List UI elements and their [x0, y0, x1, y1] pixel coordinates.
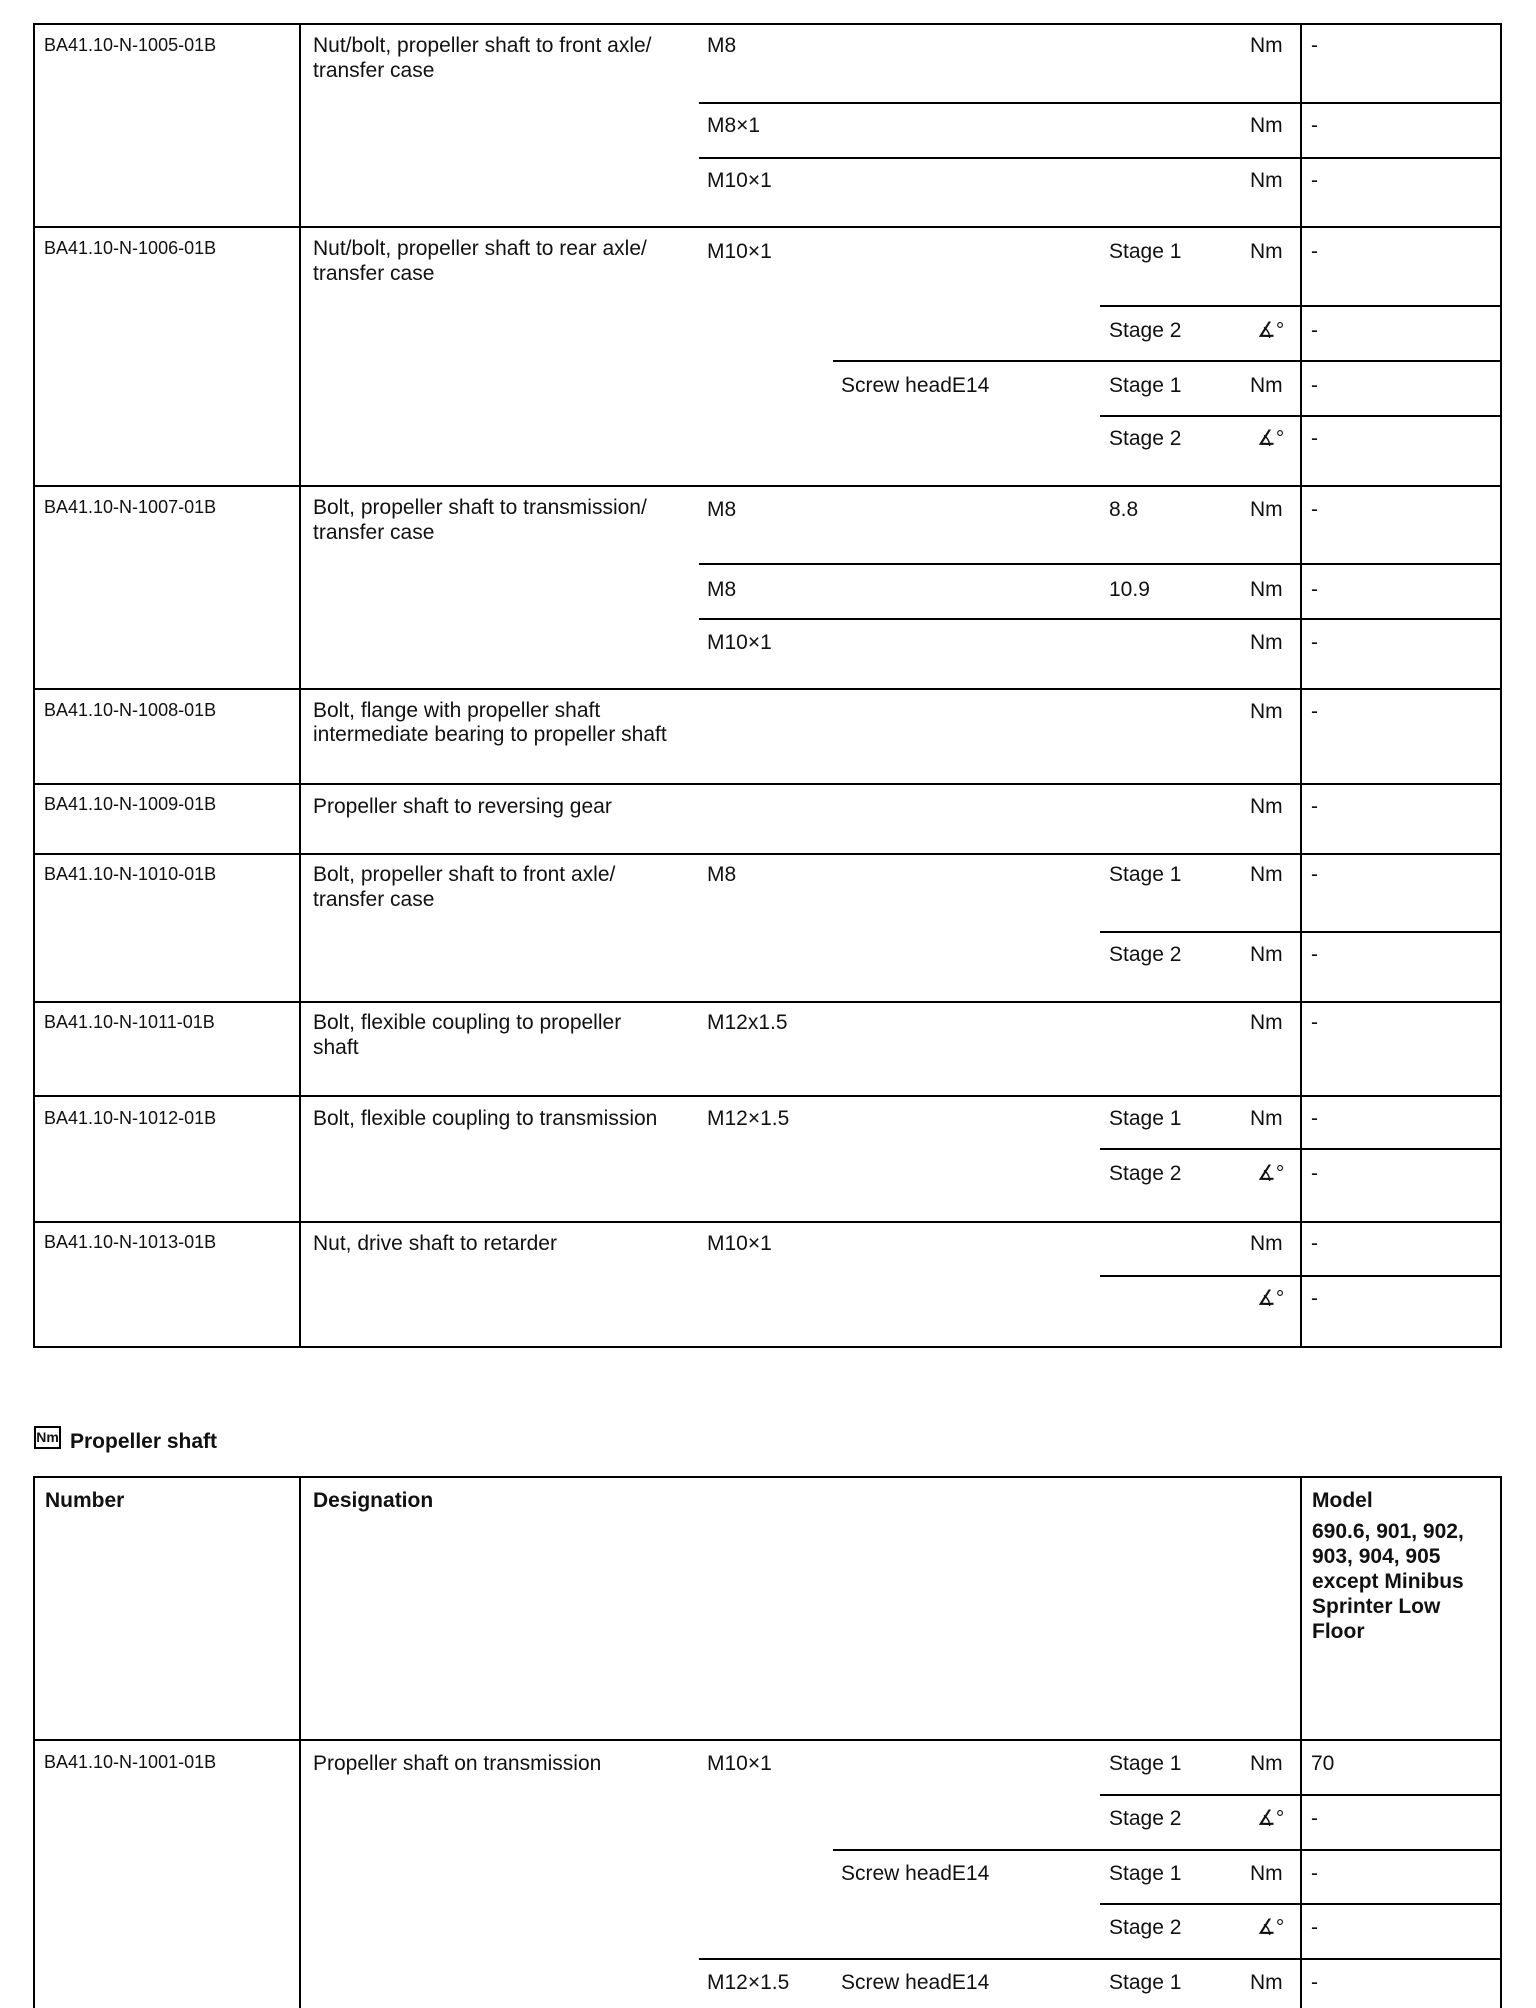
designation: Nut/bolt, propeller shaft to rear axle/ transfer case: [313, 237, 647, 285]
stage-label: Stage 1: [1109, 1971, 1182, 1994]
unit-label: Nm: [1250, 114, 1283, 137]
stage-label: Stage 1: [1109, 374, 1182, 397]
thread-size: M10×1: [707, 1752, 772, 1775]
thread-size: M8: [707, 863, 737, 886]
strength-class: 10.9: [1109, 578, 1150, 601]
designation: Bolt, propeller shaft to transmission/ transfer case: [313, 496, 647, 544]
thread-size: M8: [707, 498, 737, 521]
torque-value: -: [1311, 1971, 1318, 1994]
torque-value: -: [1311, 795, 1318, 818]
part-number: BA41.10-N-1007-01B: [44, 497, 217, 517]
rule: [699, 1958, 1502, 1960]
rule: [33, 485, 1502, 487]
column-header-number: Number: [45, 1489, 125, 1512]
torque-value: -: [1311, 114, 1318, 137]
rule: [699, 563, 1502, 565]
torque-value: -: [1311, 700, 1318, 723]
torque-value: -: [1311, 1287, 1318, 1310]
angle-icon: ∡°: [1257, 427, 1285, 450]
thread-size: M12×1.5: [707, 1107, 790, 1130]
rule: [1300, 1476, 1302, 2008]
thread-size: M12x1.5: [707, 1011, 788, 1034]
rule: [33, 226, 1502, 228]
unit-label: Nm: [1250, 1232, 1283, 1255]
torque-value: -: [1311, 374, 1318, 397]
stage-label: Stage 2: [1109, 319, 1182, 342]
thread-size: M10×1: [707, 631, 772, 654]
unit-label: Nm: [1250, 578, 1283, 601]
designation: Propeller shaft to reversing gear: [313, 795, 612, 818]
unit-label: Nm: [1250, 863, 1283, 886]
screw-head-note: Screw headE14: [841, 1862, 990, 1885]
rule: [1300, 23, 1302, 1348]
unit-label: Nm: [1250, 34, 1283, 57]
torque-value: -: [1311, 427, 1318, 450]
rule: [699, 102, 1502, 104]
screw-head-note: Screw headE14: [841, 1971, 990, 1994]
torque-value: -: [1311, 578, 1318, 601]
torque-value: -: [1311, 1107, 1318, 1130]
stage-label: Stage 1: [1109, 863, 1182, 886]
angle-icon: ∡°: [1257, 1916, 1285, 1939]
torque-value: -: [1311, 498, 1318, 521]
torque-value: -: [1311, 1232, 1318, 1255]
stage-label: Stage 2: [1109, 943, 1182, 966]
designation: Nut/bolt, propeller shaft to front axle/ transfer case: [313, 34, 652, 82]
unit-label: Nm: [1250, 1107, 1283, 1130]
part-number: BA41.10-N-1011-01B: [44, 1012, 215, 1032]
torque-value: -: [1311, 34, 1318, 57]
part-number: BA41.10-N-1013-01B: [44, 1232, 217, 1252]
rule: [699, 618, 1502, 620]
rule: [33, 853, 1502, 855]
torque-value: -: [1311, 631, 1318, 654]
unit-label: Nm: [1250, 1971, 1283, 1994]
rule: [33, 1476, 35, 2008]
torque-value: -: [1311, 319, 1318, 342]
thread-size: M10×1: [707, 169, 772, 192]
rule: [299, 1476, 301, 2008]
torque-value: 70: [1311, 1752, 1335, 1775]
designation: Bolt, propeller shaft to front axle/ transfer case: [313, 863, 616, 911]
rule: [33, 1095, 1502, 1097]
rule: [833, 360, 1502, 362]
thread-size: M8×1: [707, 114, 761, 137]
rule: [33, 783, 1502, 785]
designation: Bolt, flexible coupling to propeller shaft: [313, 1011, 622, 1059]
part-number: BA41.10-N-1006-01B: [44, 238, 217, 258]
thread-size: M12×1.5: [707, 1971, 790, 1994]
part-number: BA41.10-N-1005-01B: [44, 35, 217, 55]
unit-label: Nm: [1250, 700, 1283, 723]
torque-value: -: [1311, 240, 1318, 263]
part-number: BA41.10-N-1012-01B: [44, 1108, 217, 1128]
part-number: BA41.10-N-1010-01B: [44, 864, 217, 884]
unit-label: Nm: [1250, 374, 1283, 397]
rule: [33, 1476, 1502, 1478]
stage-label: Stage 1: [1109, 1752, 1182, 1775]
rule: [33, 23, 1502, 25]
unit-label: Nm: [1250, 631, 1283, 654]
thread-size: M10×1: [707, 240, 772, 263]
model-value: 690.6, 901, 902, 903, 904, 905 except Minibus Sprinter Low Floor: [1312, 1520, 1464, 1643]
stage-label: Stage 2: [1109, 1807, 1182, 1830]
rule: [33, 23, 35, 1348]
unit-label: Nm: [1250, 1011, 1283, 1034]
column-header-model: Model: [1312, 1489, 1373, 1512]
thread-size: M8: [707, 578, 737, 601]
column-header-designation: Designation: [313, 1489, 434, 1512]
designation: Nut, drive shaft to retarder: [313, 1232, 557, 1255]
torque-value: -: [1311, 1807, 1318, 1830]
rule: [699, 157, 1502, 159]
designation: Propeller shaft on transmission: [313, 1752, 602, 1775]
angle-icon: ∡°: [1257, 1162, 1285, 1185]
rule: [1500, 1476, 1502, 2008]
designation: Bolt, flexible coupling to transmission: [313, 1107, 658, 1130]
rule: [33, 1001, 1502, 1003]
stage-label: Stage 2: [1109, 427, 1182, 450]
torque-value: -: [1311, 1011, 1318, 1034]
torque-value: -: [1311, 943, 1318, 966]
unit-label: Nm: [1250, 1752, 1283, 1775]
thread-size: M8: [707, 34, 737, 57]
unit-label: Nm: [1250, 795, 1283, 818]
stage-label: Stage 2: [1109, 1916, 1182, 1939]
angle-icon: ∡°: [1257, 1287, 1285, 1310]
part-number: BA41.10-N-1008-01B: [44, 700, 217, 720]
angle-icon: ∡°: [1257, 319, 1285, 342]
rule: [33, 1346, 1502, 1348]
stage-label: Stage 1: [1109, 1107, 1182, 1130]
rule: [33, 688, 1502, 690]
stage-label: Stage 1: [1109, 1862, 1182, 1885]
torque-value: -: [1311, 1862, 1318, 1885]
rule: [33, 1221, 1502, 1223]
part-number: BA41.10-N-1001-01B: [44, 1752, 217, 1772]
rule: [1500, 23, 1502, 1348]
strength-class: 8.8: [1109, 498, 1139, 521]
stage-label: Stage 1: [1109, 240, 1182, 263]
unit-label: Nm: [1250, 943, 1283, 966]
torque-value: -: [1311, 863, 1318, 886]
rule: [299, 23, 301, 1348]
torque-icon: Nm: [34, 1426, 61, 1449]
torque-value: -: [1311, 1162, 1318, 1185]
stage-label: Stage 2: [1109, 1162, 1182, 1185]
angle-icon: ∡°: [1257, 1807, 1285, 1830]
rule: [33, 1739, 1502, 1741]
unit-label: Nm: [1250, 1862, 1283, 1885]
rule: [833, 1849, 1502, 1851]
section-title: Propeller shaft: [70, 1430, 218, 1453]
unit-label: Nm: [1250, 169, 1283, 192]
unit-label: Nm: [1250, 240, 1283, 263]
thread-size: M10×1: [707, 1232, 772, 1255]
part-number: BA41.10-N-1009-01B: [44, 794, 217, 814]
torque-value: -: [1311, 1916, 1318, 1939]
torque-value: -: [1311, 169, 1318, 192]
unit-label: Nm: [1250, 498, 1283, 521]
designation: Bolt, flange with propeller shaft intermediate bearing to propeller shaft: [313, 699, 667, 746]
screw-head-note: Screw headE14: [841, 374, 990, 397]
